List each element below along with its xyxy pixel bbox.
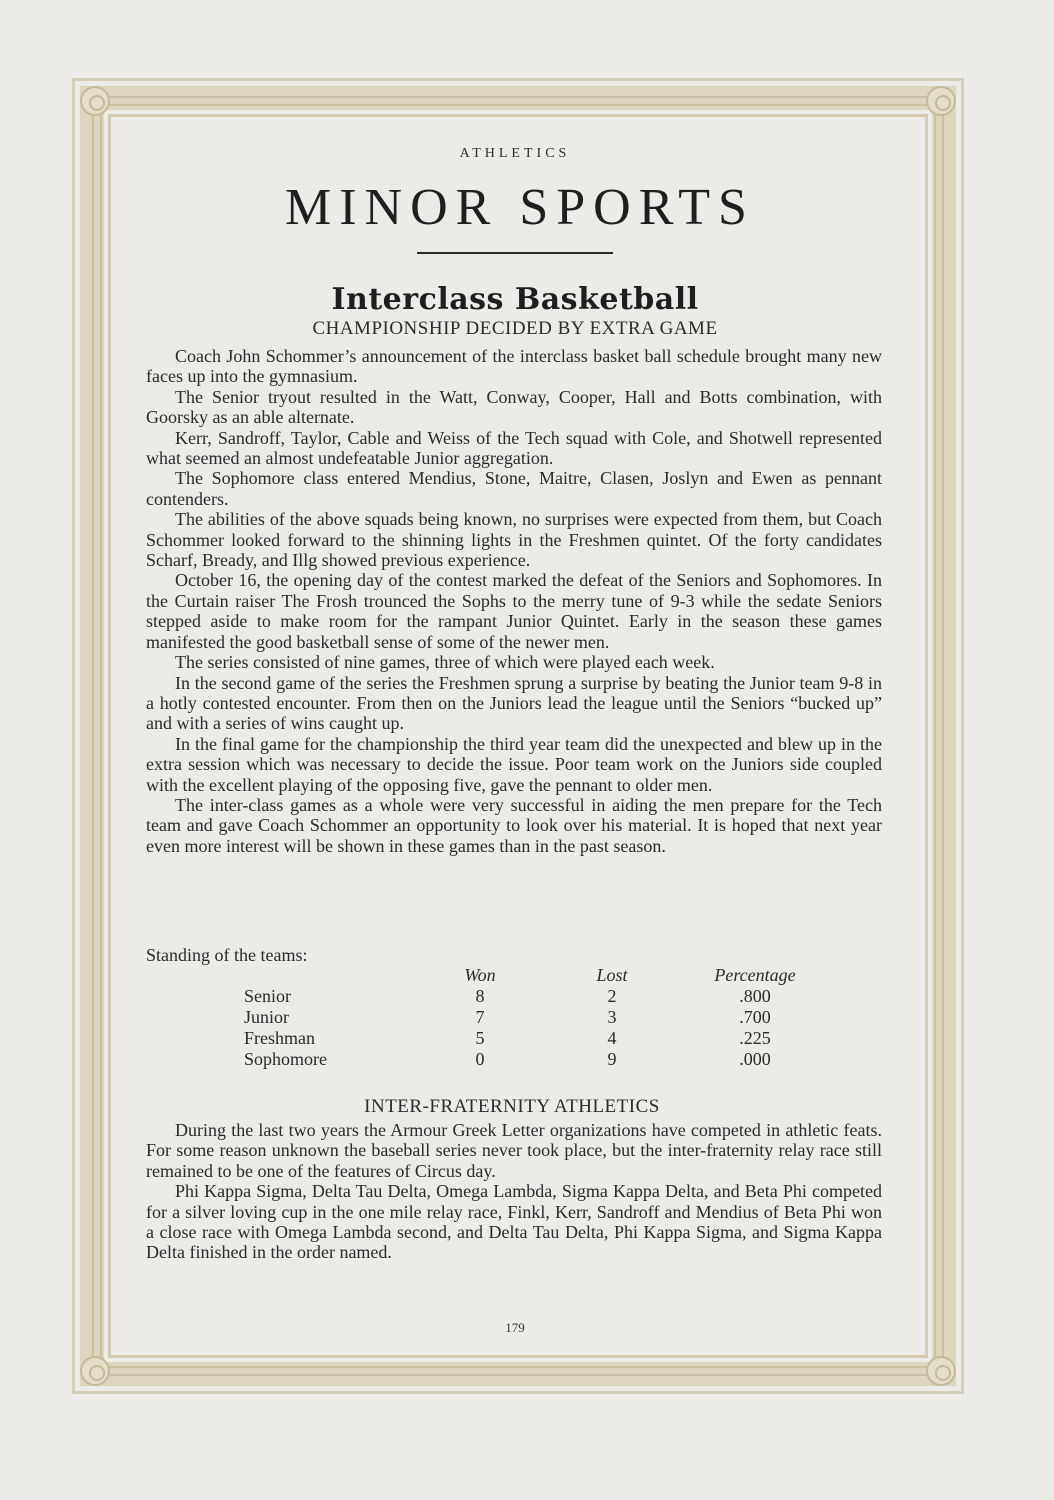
table-row bbox=[244, 986, 830, 1007]
standings-label: Standing of the teams: bbox=[146, 945, 308, 965]
section-label: ATHLETICS bbox=[459, 146, 571, 161]
corner-ornament-icon bbox=[926, 86, 956, 116]
article-title: Interclass Basketball bbox=[331, 282, 699, 317]
team-name: Junior bbox=[244, 1007, 289, 1027]
percentage-value: .225 bbox=[739, 1028, 771, 1048]
won-value: 8 bbox=[475, 986, 485, 1006]
paragraph: Coach John Schommer’s announcement of the interclass basket ball schedule brought many new faces up into the gymnasium. bbox=[146, 346, 882, 387]
page-number: 179 bbox=[505, 1320, 525, 1335]
paragraph: The inter-class games as a whole were very successful in aiding the men prepare for the Tech team and gave Coach Schommer an opportunity to look over his material. It is hoped that next year even more interest will be shown in these games than in the past season. bbox=[146, 794, 882, 856]
paragraph: October 16, the opening day of the contest marked the defeat of the Seniors and Sophomores. In the Curtain raiser The Frosh trounced the Sophs to the merry tune of 9-3 while the sedate Seniors stepped aside to make room for the rampant Junior Quintet. Early in the season these games manifested the good basketball sense of some of the newer men. bbox=[146, 570, 882, 652]
lost-value: 9 bbox=[607, 1049, 617, 1069]
paragraph: In the second game of the series the Freshmen sprung a surprise by beating the Junior team 9-8 in a hotly contested encounter. From then on the Juniors lead the league until the Seniors “bucked up” and with a series of wins caught up. bbox=[146, 672, 882, 734]
table-header-row bbox=[244, 964, 830, 986]
standings-table bbox=[244, 964, 830, 1070]
border-line bbox=[84, 96, 952, 98]
paragraph: The series consisted of nine games, three of which were played each week. bbox=[175, 652, 715, 673]
paragraph: In the final game for the championship the third year team did the unexpected and blew up in the extra session which was necessary to decide the issue. Poor team work on the Juniors side coupled with the excellent playing of the opposing five, gave the pennant to older men. bbox=[146, 733, 882, 795]
table-row bbox=[244, 1049, 830, 1070]
team-name: Senior bbox=[244, 986, 291, 1006]
team-name: Sophomore bbox=[244, 1049, 327, 1069]
team-name: Freshman bbox=[244, 1028, 315, 1048]
paragraph: Kerr, Sandroff, Taylor, Cable and Weiss of the Tech squad with Cole, and Shotwell represented what seemed an almost undefeatable Junior aggregation. bbox=[146, 427, 882, 469]
page-title: MINOR SPORTS bbox=[285, 179, 755, 236]
border-line bbox=[84, 1374, 952, 1376]
percentage-value: .800 bbox=[739, 986, 771, 1006]
won-value: 5 bbox=[475, 1028, 485, 1048]
paragraph: The abilities of the above squads being known, no surprises were expected from them, but Coach Schommer looked forward to the shinning lights in the Freshmen quintet. Of the forty candidates Scharf, Bready, and Illg showed previous experience. bbox=[146, 509, 882, 571]
percentage-value: .000 bbox=[739, 1049, 771, 1069]
percentage-value: .700 bbox=[739, 1007, 771, 1027]
article-subtitle: CHAMPIONSHIP DECIDED BY EXTRA GAME bbox=[312, 318, 718, 339]
paragraph: The Sophomore class entered Mendius, Stone, Maitre, Clasen, Joslyn and Ewen as pennant contenders. bbox=[146, 468, 882, 509]
border-line bbox=[84, 1366, 952, 1368]
lost-value: 3 bbox=[607, 1007, 617, 1027]
article-body bbox=[146, 346, 882, 856]
table-row bbox=[244, 1028, 830, 1049]
column-header-percentage: Percentage bbox=[714, 964, 796, 985]
corner-ornament-icon bbox=[80, 86, 110, 116]
table-row bbox=[244, 1007, 830, 1028]
column-header-team bbox=[244, 964, 416, 986]
corner-ornament-icon bbox=[80, 1356, 110, 1386]
paragraph: Phi Kappa Sigma, Delta Tau Delta, Omega Lambda, Sigma Kappa Delta, and Beta Phi competed for a silver loving cup in the one mile relay race, Finkl, Kerr, Sandroff and Mendius of Beta Phi won a close race with Omega Lambda second, and Delta Tau Delta, Phi Kappa Sigma, and Sigma Kappa Delta finished in the order named. bbox=[146, 1181, 882, 1263]
paragraph: During the last two years the Armour Greek Letter organizations have competed in athletic feats. For some reason unknown the baseball series never took place, but the inter-fraternity relay race still remained to be one of the features of Circus day. bbox=[146, 1120, 882, 1181]
column-header-lost: Lost bbox=[596, 964, 628, 985]
section-subtitle: INTER-FRATERNITY ATHLETICS bbox=[364, 1096, 660, 1117]
paragraph: The Senior tryout resulted in the Watt, Conway, Cooper, Hall and Botts combination, with Goorsky as an able alternate. bbox=[146, 386, 882, 428]
title-divider bbox=[417, 252, 613, 254]
won-value: 7 bbox=[475, 1007, 485, 1027]
border-line bbox=[84, 104, 952, 106]
lost-value: 2 bbox=[607, 986, 617, 1006]
article-body bbox=[146, 1120, 882, 1263]
lost-value: 4 bbox=[607, 1028, 617, 1048]
won-value: 0 bbox=[475, 1049, 485, 1069]
corner-ornament-icon bbox=[926, 1356, 956, 1386]
column-header-won: Won bbox=[464, 964, 496, 985]
